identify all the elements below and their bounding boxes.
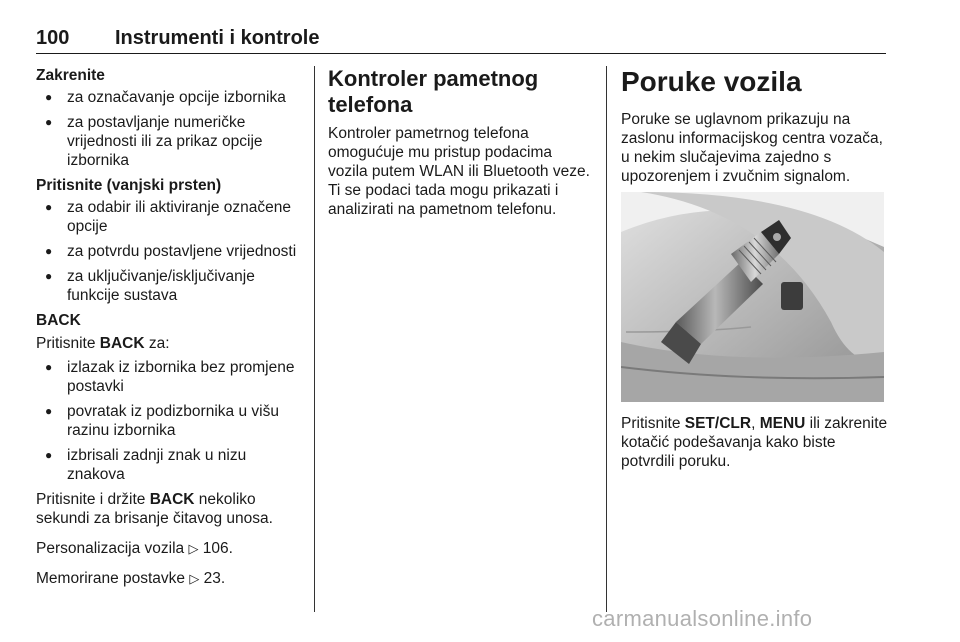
press-heading: Pritisnite (vanjski prsten) <box>36 177 222 194</box>
cross-reference: Memorirane postavke ▷ 23. <box>36 570 226 587</box>
section-title: Poruke vozila <box>621 66 802 97</box>
list-item: ● izbrisali zadnji znak u nizu znakova <box>36 446 302 484</box>
caption-text: Pritisnite SET/CLR, MENU ili zakrenite kotačić podešavanja kako biste potvrdili poruku. <box>621 415 888 470</box>
list-item: ● za uključivanje/isključivanje funkcije sustava <box>36 267 302 305</box>
list-item: ● za potvrdu postavljene vrijednosti <box>36 242 302 261</box>
set-clr-label: SET/CLR <box>684 415 752 432</box>
chapter-title: Instrumenti i kontrole <box>115 27 320 49</box>
column-divider <box>606 66 607 612</box>
back-intro: Pritisnite BACK za: <box>36 335 170 352</box>
list-item: ● za označavanje opcije izbornika <box>36 88 302 107</box>
cross-reference: Personalizacija vozila ▷ 106. <box>36 540 233 557</box>
section-body: Kontroler pametrnog telefona omogućuje mu pristup podacima vozila putem WLAN ili Bluetooth veze. Ti se podaci tada mogu prikazati i analizirati na pametnom telefonu. <box>328 125 590 218</box>
press-list <box>36 198 302 305</box>
column-divider <box>314 66 315 612</box>
steering-column-lever-photo <box>621 192 884 402</box>
section-body: Poruke se uglavnom prikazuju na zaslonu informacijskog centra vozača, u nekim slučajevima zajedno s upozorenjem i zvučnim signalom. <box>621 111 883 185</box>
reference-arrow-icon: ▷ <box>189 571 200 586</box>
list-item: ● izlazak iz izbornika bez promjene postavki <box>36 358 302 396</box>
reference-arrow-icon: ▷ <box>188 541 199 556</box>
hold-back-text: Pritisnite i držite BACK nekoliko sekundi za brisanje čitavog unosa. <box>36 491 273 527</box>
menu-label: MENU <box>759 415 806 432</box>
page-number: 100 <box>36 27 70 49</box>
back-list <box>36 358 302 484</box>
column-right <box>621 66 889 197</box>
section-title: Kontroler pametnog telefona <box>328 66 539 117</box>
figure-caption <box>621 414 889 482</box>
list-item: ● povratak iz podizbornika u višu razinu izbornika <box>36 402 302 440</box>
watermark: carmanualsonline.info <box>592 606 813 631</box>
column-middle <box>328 66 590 230</box>
list-item: ● za odabir ili aktiviranje označene opcije <box>36 198 302 236</box>
turn-list <box>36 88 302 170</box>
turn-heading: Zakrenite <box>36 67 105 84</box>
back-heading: BACK <box>36 312 81 329</box>
list-item: ● za postavljanje numeričke vrijednosti ili za prikaz opcije izbornika <box>36 113 302 170</box>
page-header <box>36 27 886 54</box>
column-left <box>36 66 302 599</box>
